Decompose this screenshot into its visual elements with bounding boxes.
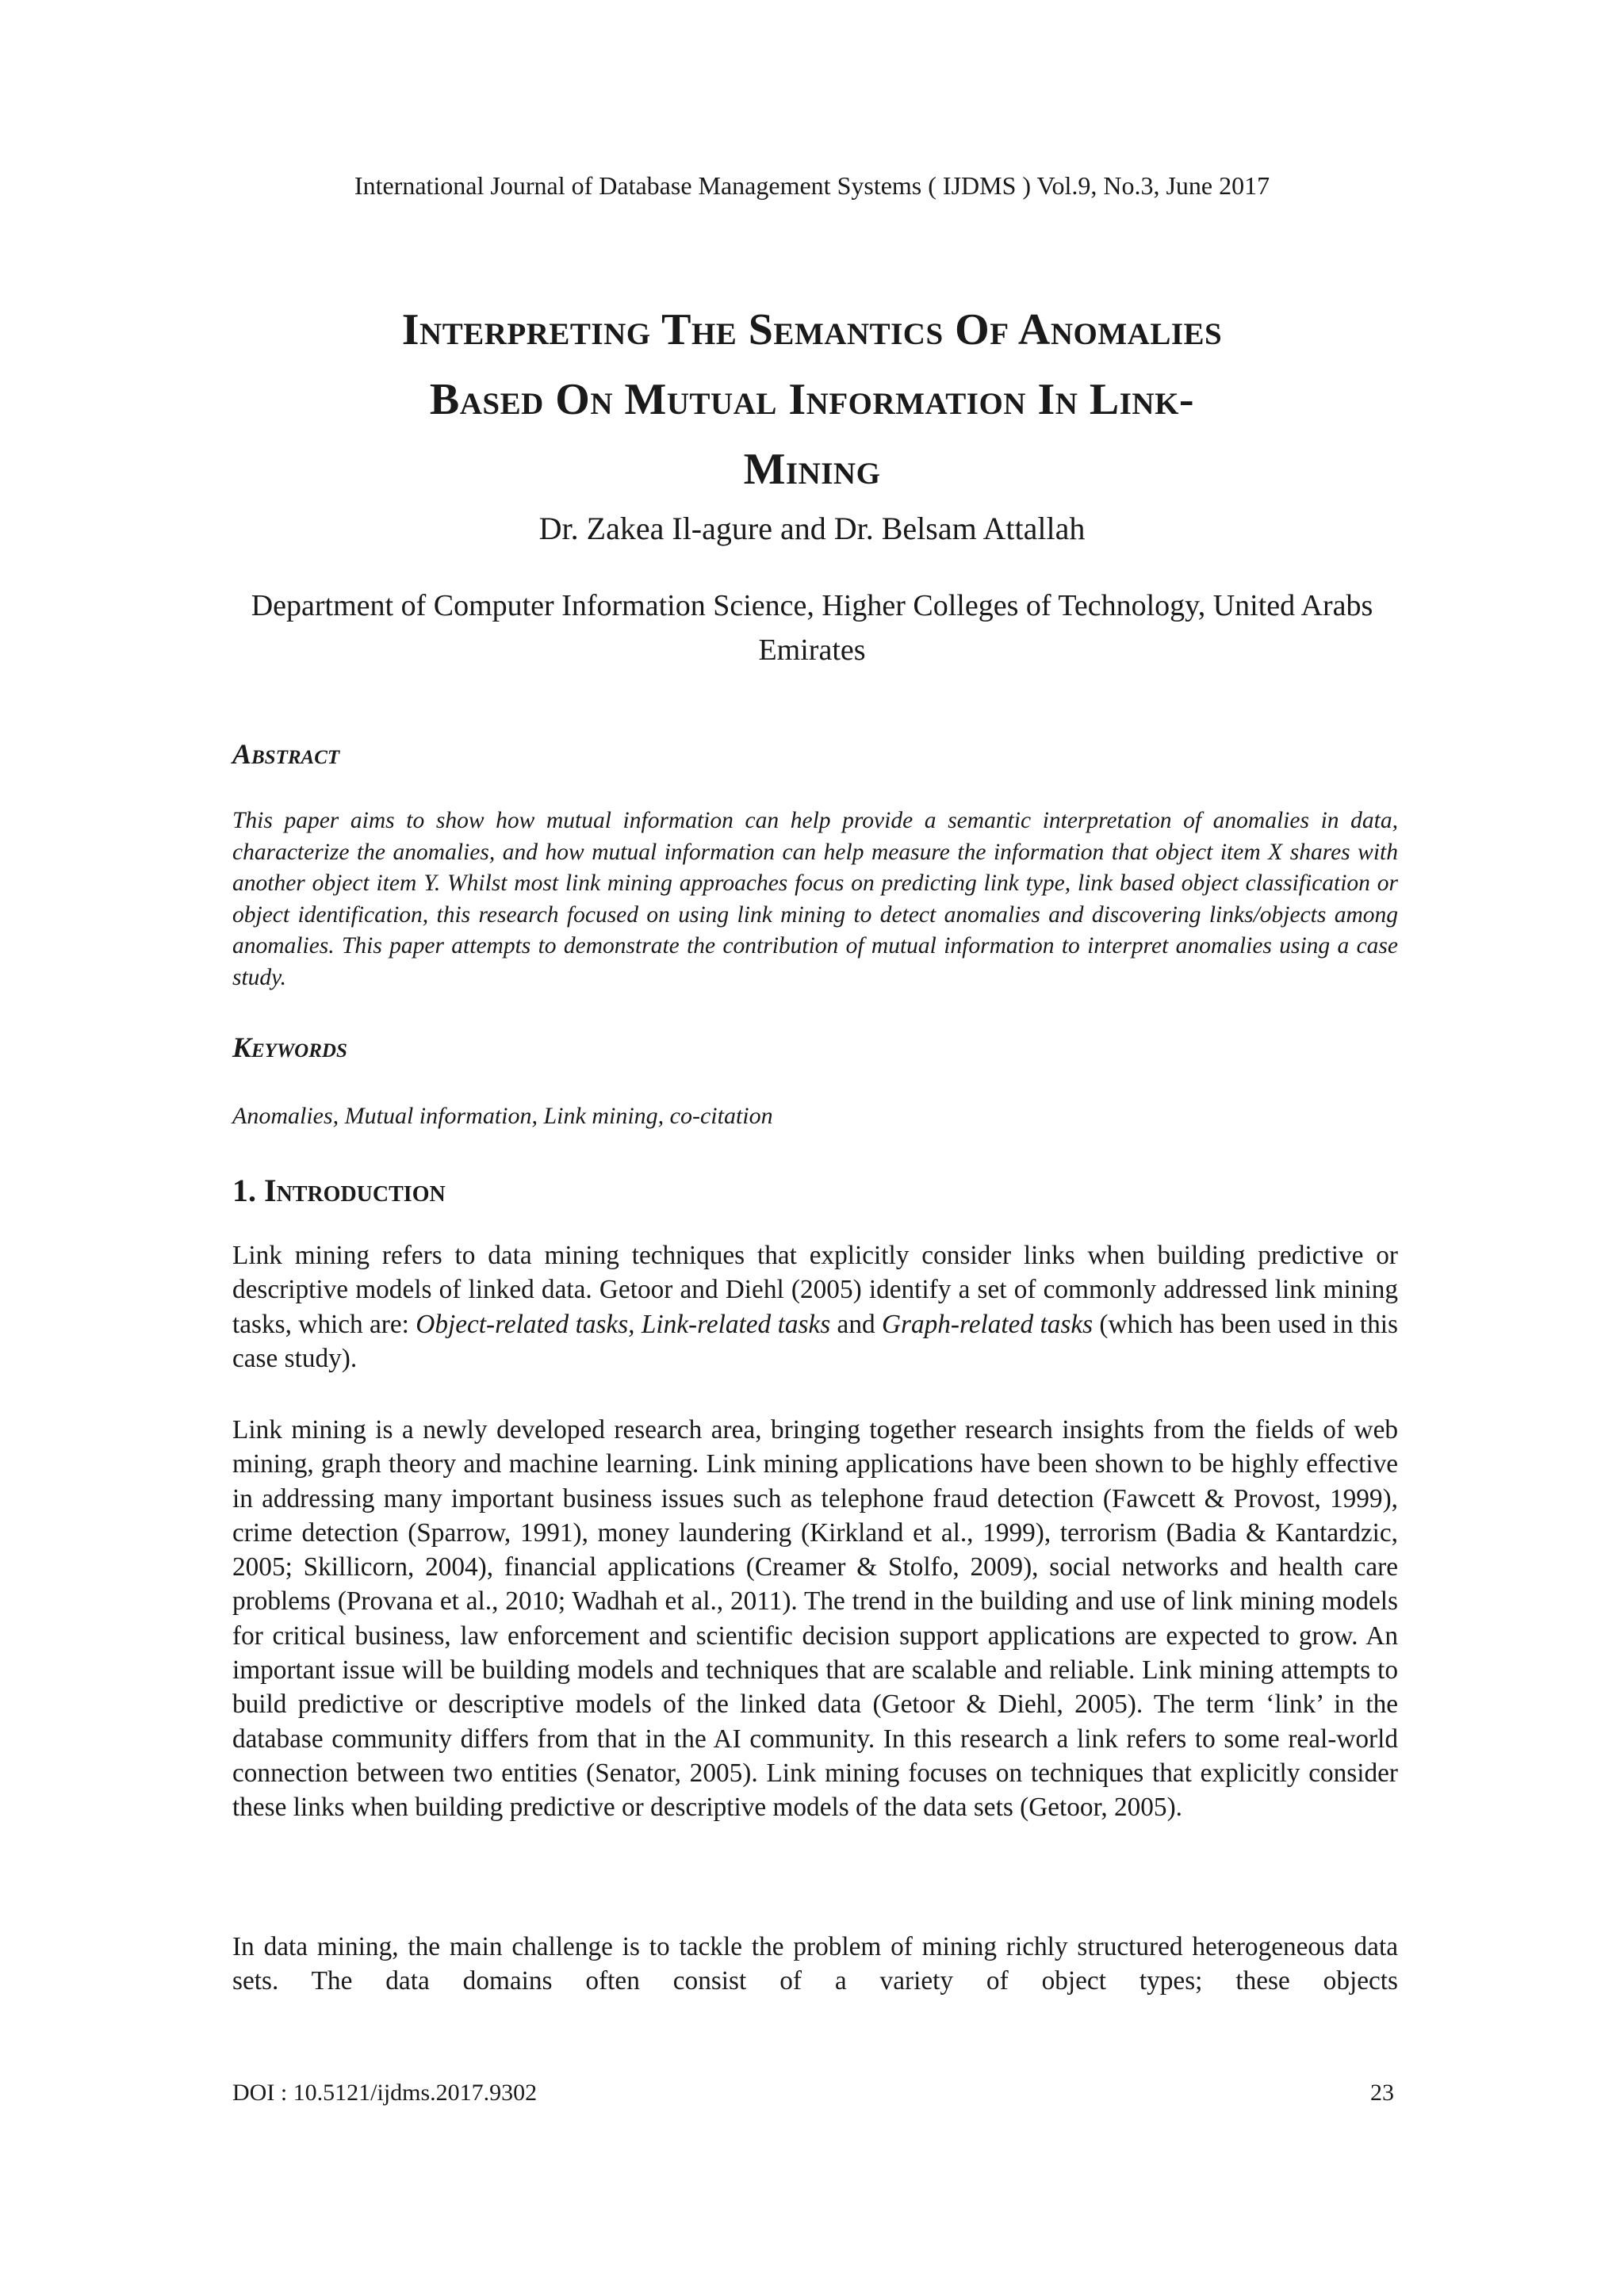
abstract-body: This paper aims to show how mutual information can help provide a semantic interpretation of anomalies in data, characterize the anomalies, and how mutual information can help measure the information that object item X shares with another object item Y. Whilst most link mining approaches focus on predicting link type, link based object classification or object identification, this research focused on using link mining to detect anomalies and discovering links/objects among anomalies. This paper attempts to demonstrate the contribution of mutual information to interpret anomalies using a case study.: [232, 808, 1398, 990]
authors: Dr. Zakea Il-agure and Dr. Belsam Attallah: [538, 511, 1086, 546]
intro-paragraph-1: [232, 1238, 1398, 1376]
abstract-heading: Abstract: [232, 738, 340, 770]
title-line-1: Interpreting The Semantics Of Anomalies: [401, 305, 1223, 354]
keywords-heading: Keywords: [232, 1031, 347, 1063]
title-line-3: Mining: [743, 445, 881, 494]
running-header: International Journal of Database Management Systems ( IJDMS ) Vol.9, No.3, June 2017: [354, 171, 1270, 200]
intro-paragraph-3: In data mining, the main challenge is to tackle the problem of mining richly structured heterogeneous data sets. The data domains often consist of a variety of object types; these objects: [232, 1932, 1398, 1996]
intro-p1-text-b: and: [830, 1309, 882, 1339]
intro-paragraph-2: Link mining is a newly developed research area, bringing together research insights from the fields of web mining, graph theory and machine learning. Link mining applications have been shown to be highly effective in addressing many important business issues such as telephone fraud detection (Fawcett & Provost, 1999), crime detection (Sparrow, 1991), money laundering (Kirkland et al., 1999), terrorism (Badia & Kantardzic, 2005; Skillicorn, 2004), financial applications (Creamer & Stolfo, 2009), social networks and health care problems (Provana et al., 2010; Wadhah et al., 2011). The trend in the building and use of link mining models for critical business, law enforcement and scientific decision support applications are expected to grow. An important issue will be building models and techniques that are scalable and reliable. Link mining attempts to build predictive or descriptive models of the linked data (Getoor & Diehl, 2005). The term ‘link’ in the database community differs from that in the AI community. In this research a link refers to some real-world connection between two entities (Senator, 2005). Link mining focuses on techniques that explicitly consider these links when building predictive or descriptive models of the data sets (Getoor, 2005).: [232, 1415, 1398, 1823]
introduction-heading: 1. Introduction: [232, 1173, 446, 1208]
paper-title: [174, 295, 1450, 504]
keywords-body: Anomalies, Mutual information, Link mining, co-citation: [232, 1103, 773, 1129]
doi-link[interactable]: DOI : 10.5121/ijdms.2017.9302: [232, 2080, 538, 2106]
page-footer: [232, 2077, 1394, 2109]
intro-p1-text-a: Link mining refers to data mining techniques that explicitly consider links when building predictive or descriptive models of linked data. Getoor and Diehl (2005) identify a set of commonly addressed link mining tasks, which are:: [232, 1241, 1398, 1339]
intro-p1-text-c: (which has been used in this case study).: [232, 1309, 1398, 1373]
intro-p1-italic-b: Graph-related tasks: [881, 1309, 1094, 1339]
intro-p1-italic-a: Object-related tasks, Link-related tasks: [416, 1309, 831, 1339]
title-line-2: Based On Mutual Information In Link-: [429, 375, 1195, 424]
affiliation: Department of Computer Information Science, Higher Colleges of Technology, United Arabs Emirates: [251, 589, 1373, 667]
page-number: 23: [1370, 2080, 1394, 2106]
